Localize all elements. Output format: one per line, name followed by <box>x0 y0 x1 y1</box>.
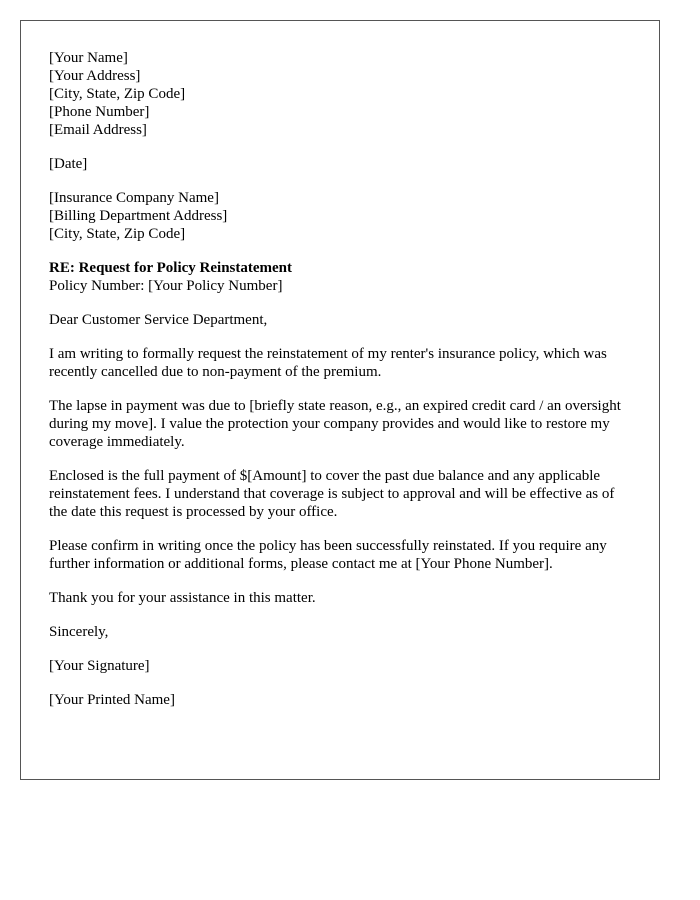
subject-re-line: RE: Request for Policy Reinstatement <box>49 260 293 276</box>
sender-city-state-zip: [City, State, Zip Code] <box>49 86 186 102</box>
body-paragraph-5: Thank you for your assistance in this matter. <box>49 590 316 606</box>
recipient-block <box>49 189 631 243</box>
body-paragraph-1: I am writing to formally request the reinstatement of my renter's insurance policy, which was recently cancelled due to non-payment of the premium. <box>49 346 607 380</box>
recipient-city-state-zip: [City, State, Zip Code] <box>49 226 186 242</box>
recipient-address: [Billing Department Address] <box>49 208 228 224</box>
closing: Sincerely, <box>49 624 109 640</box>
salutation: Dear Customer Service Department, <box>49 312 268 328</box>
sender-email: [Email Address] <box>49 122 147 138</box>
date-block <box>49 155 631 173</box>
recipient-company: [Insurance Company Name] <box>49 190 219 206</box>
sender-phone: [Phone Number] <box>49 104 150 120</box>
subject-block <box>49 259 631 295</box>
sender-block <box>49 49 631 139</box>
sender-address: [Your Address] <box>49 68 141 84</box>
body-paragraph-3: Enclosed is the full payment of $[Amount] to cover the past due balance and any applicable reinstatement fees. I understand that coverage is subject to approval and will be effective as of the date this request is processed by your office. <box>49 468 615 520</box>
sender-name: [Your Name] <box>49 50 128 66</box>
signature: [Your Signature] <box>49 658 150 674</box>
body-paragraph-4: Please confirm in writing once the policy has been successfully reinstated. If you require any further information or additional forms, please contact me at [Your Phone Number]. <box>49 538 607 572</box>
policy-number-line: Policy Number: [Your Policy Number] <box>49 278 283 294</box>
body-paragraph-2: The lapse in payment was due to [briefly state reason, e.g., an expired credit card / an oversight during my move]. I value the protection your company provides and would like to restore my coverage immediately. <box>49 398 621 450</box>
letter-frame <box>20 20 660 780</box>
letter-date: [Date] <box>49 156 88 172</box>
printed-name: [Your Printed Name] <box>49 692 175 708</box>
